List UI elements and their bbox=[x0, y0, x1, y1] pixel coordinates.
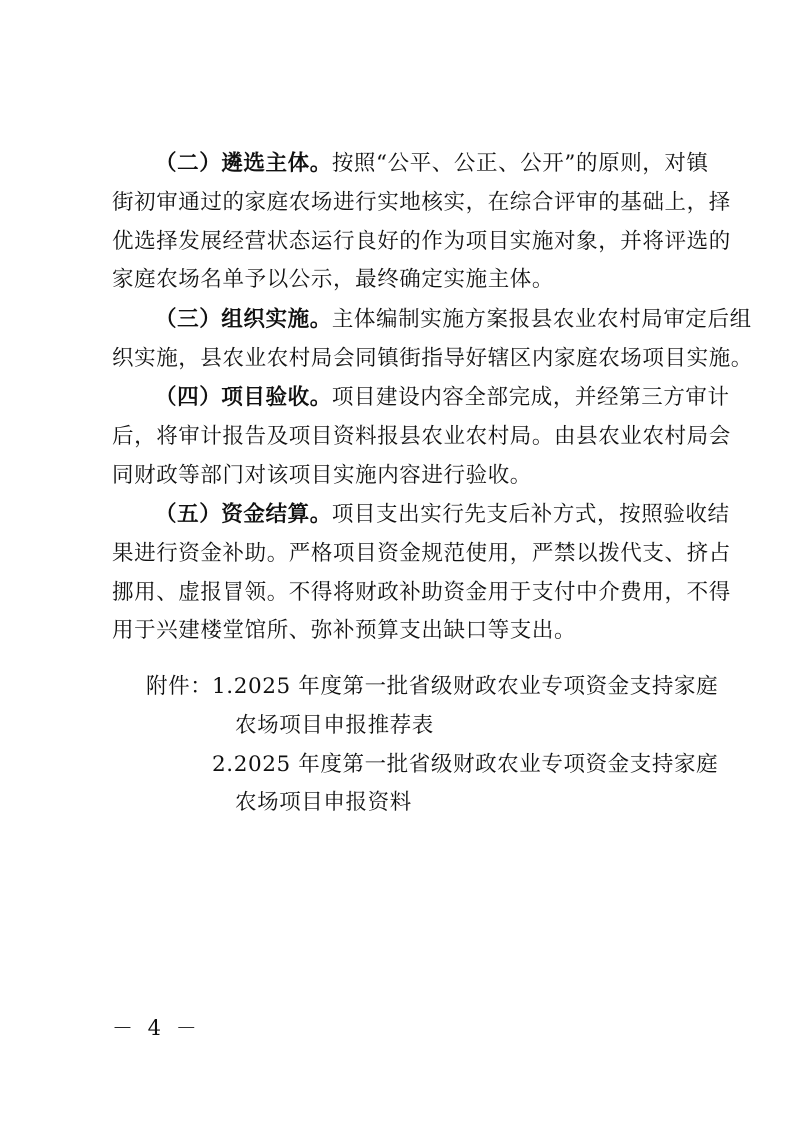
paragraph-text: 主体编制实施方案报县农业农村局审定后组 bbox=[331, 307, 752, 332]
attachment-item bbox=[146, 668, 719, 707]
attachment-number: 2. bbox=[212, 751, 234, 777]
section-heading: （四）项目验收。 bbox=[155, 385, 332, 410]
attachment-number: 1. bbox=[212, 674, 234, 699]
paragraph-line: 用于兴建楼堂馆所、弥补预算支出缺口等支出。 bbox=[112, 618, 577, 644]
paragraph-line bbox=[112, 301, 752, 340]
paragraph-text: 项目支出实行先支后补方式，按照验收结 bbox=[331, 502, 730, 527]
paragraph-line bbox=[112, 145, 709, 184]
section-settlement bbox=[112, 496, 731, 651]
paragraph-text: 按照“公平、公正、公开”的原则，对镇 bbox=[331, 151, 709, 176]
section-heading: （二）遴选主体。 bbox=[155, 151, 332, 176]
attachment-title-continued: 农场项目申报推荐表 bbox=[235, 712, 434, 738]
paragraph-line bbox=[112, 379, 730, 418]
paragraph-line: 织实施，县农业农村局会同镇街指导好辖区内家庭农场项目实施。 bbox=[112, 345, 753, 371]
page-number: － 4 － bbox=[112, 1016, 201, 1040]
paragraph-line: 同财政等部门对该项目实施内容进行验收。 bbox=[112, 462, 532, 488]
section-heading: （三）组织实施。 bbox=[155, 307, 332, 332]
section-heading: （五）资金结算。 bbox=[155, 502, 332, 527]
attachment-title: 2025 年度第一批省级财政农业专项资金支持家庭 bbox=[233, 751, 719, 777]
paragraph-line: 家庭农场名单予以公示，最终确定实施主体。 bbox=[112, 267, 555, 293]
paragraph-line: 优选择发展经营状态运行良好的作为项目实施对象，并将评选的 bbox=[112, 228, 731, 254]
attachments-label: 附件： bbox=[146, 674, 213, 699]
paragraph-text: 项目建设内容全部完成，并经第三方审计 bbox=[331, 385, 730, 410]
paragraph-line: 挪用、虚报冒领。不得将财政补助资金用于支付中介费用，不得 bbox=[112, 579, 731, 605]
section-implementation bbox=[112, 301, 753, 379]
paragraph-line bbox=[112, 496, 730, 535]
attachment-item bbox=[146, 746, 719, 785]
attachment-title: 2025 年度第一批省级财政农业专项资金支持家庭 bbox=[233, 674, 719, 699]
paragraph-line: 果进行资金补助。严格项目资金规范使用，严禁以拨代支、挤占 bbox=[112, 540, 731, 566]
paragraph-line: 街初审通过的家庭农场进行实地核实，在综合评审的基础上，择 bbox=[112, 189, 731, 215]
attachment-title-continued: 农场项目申报资料 bbox=[235, 790, 412, 816]
section-selection bbox=[112, 145, 731, 300]
attachments-list bbox=[146, 668, 719, 823]
paragraph-line: 后，将审计报告及项目资料报县农业农村局。由县农业农村局会 bbox=[112, 423, 731, 449]
section-acceptance bbox=[112, 379, 731, 495]
